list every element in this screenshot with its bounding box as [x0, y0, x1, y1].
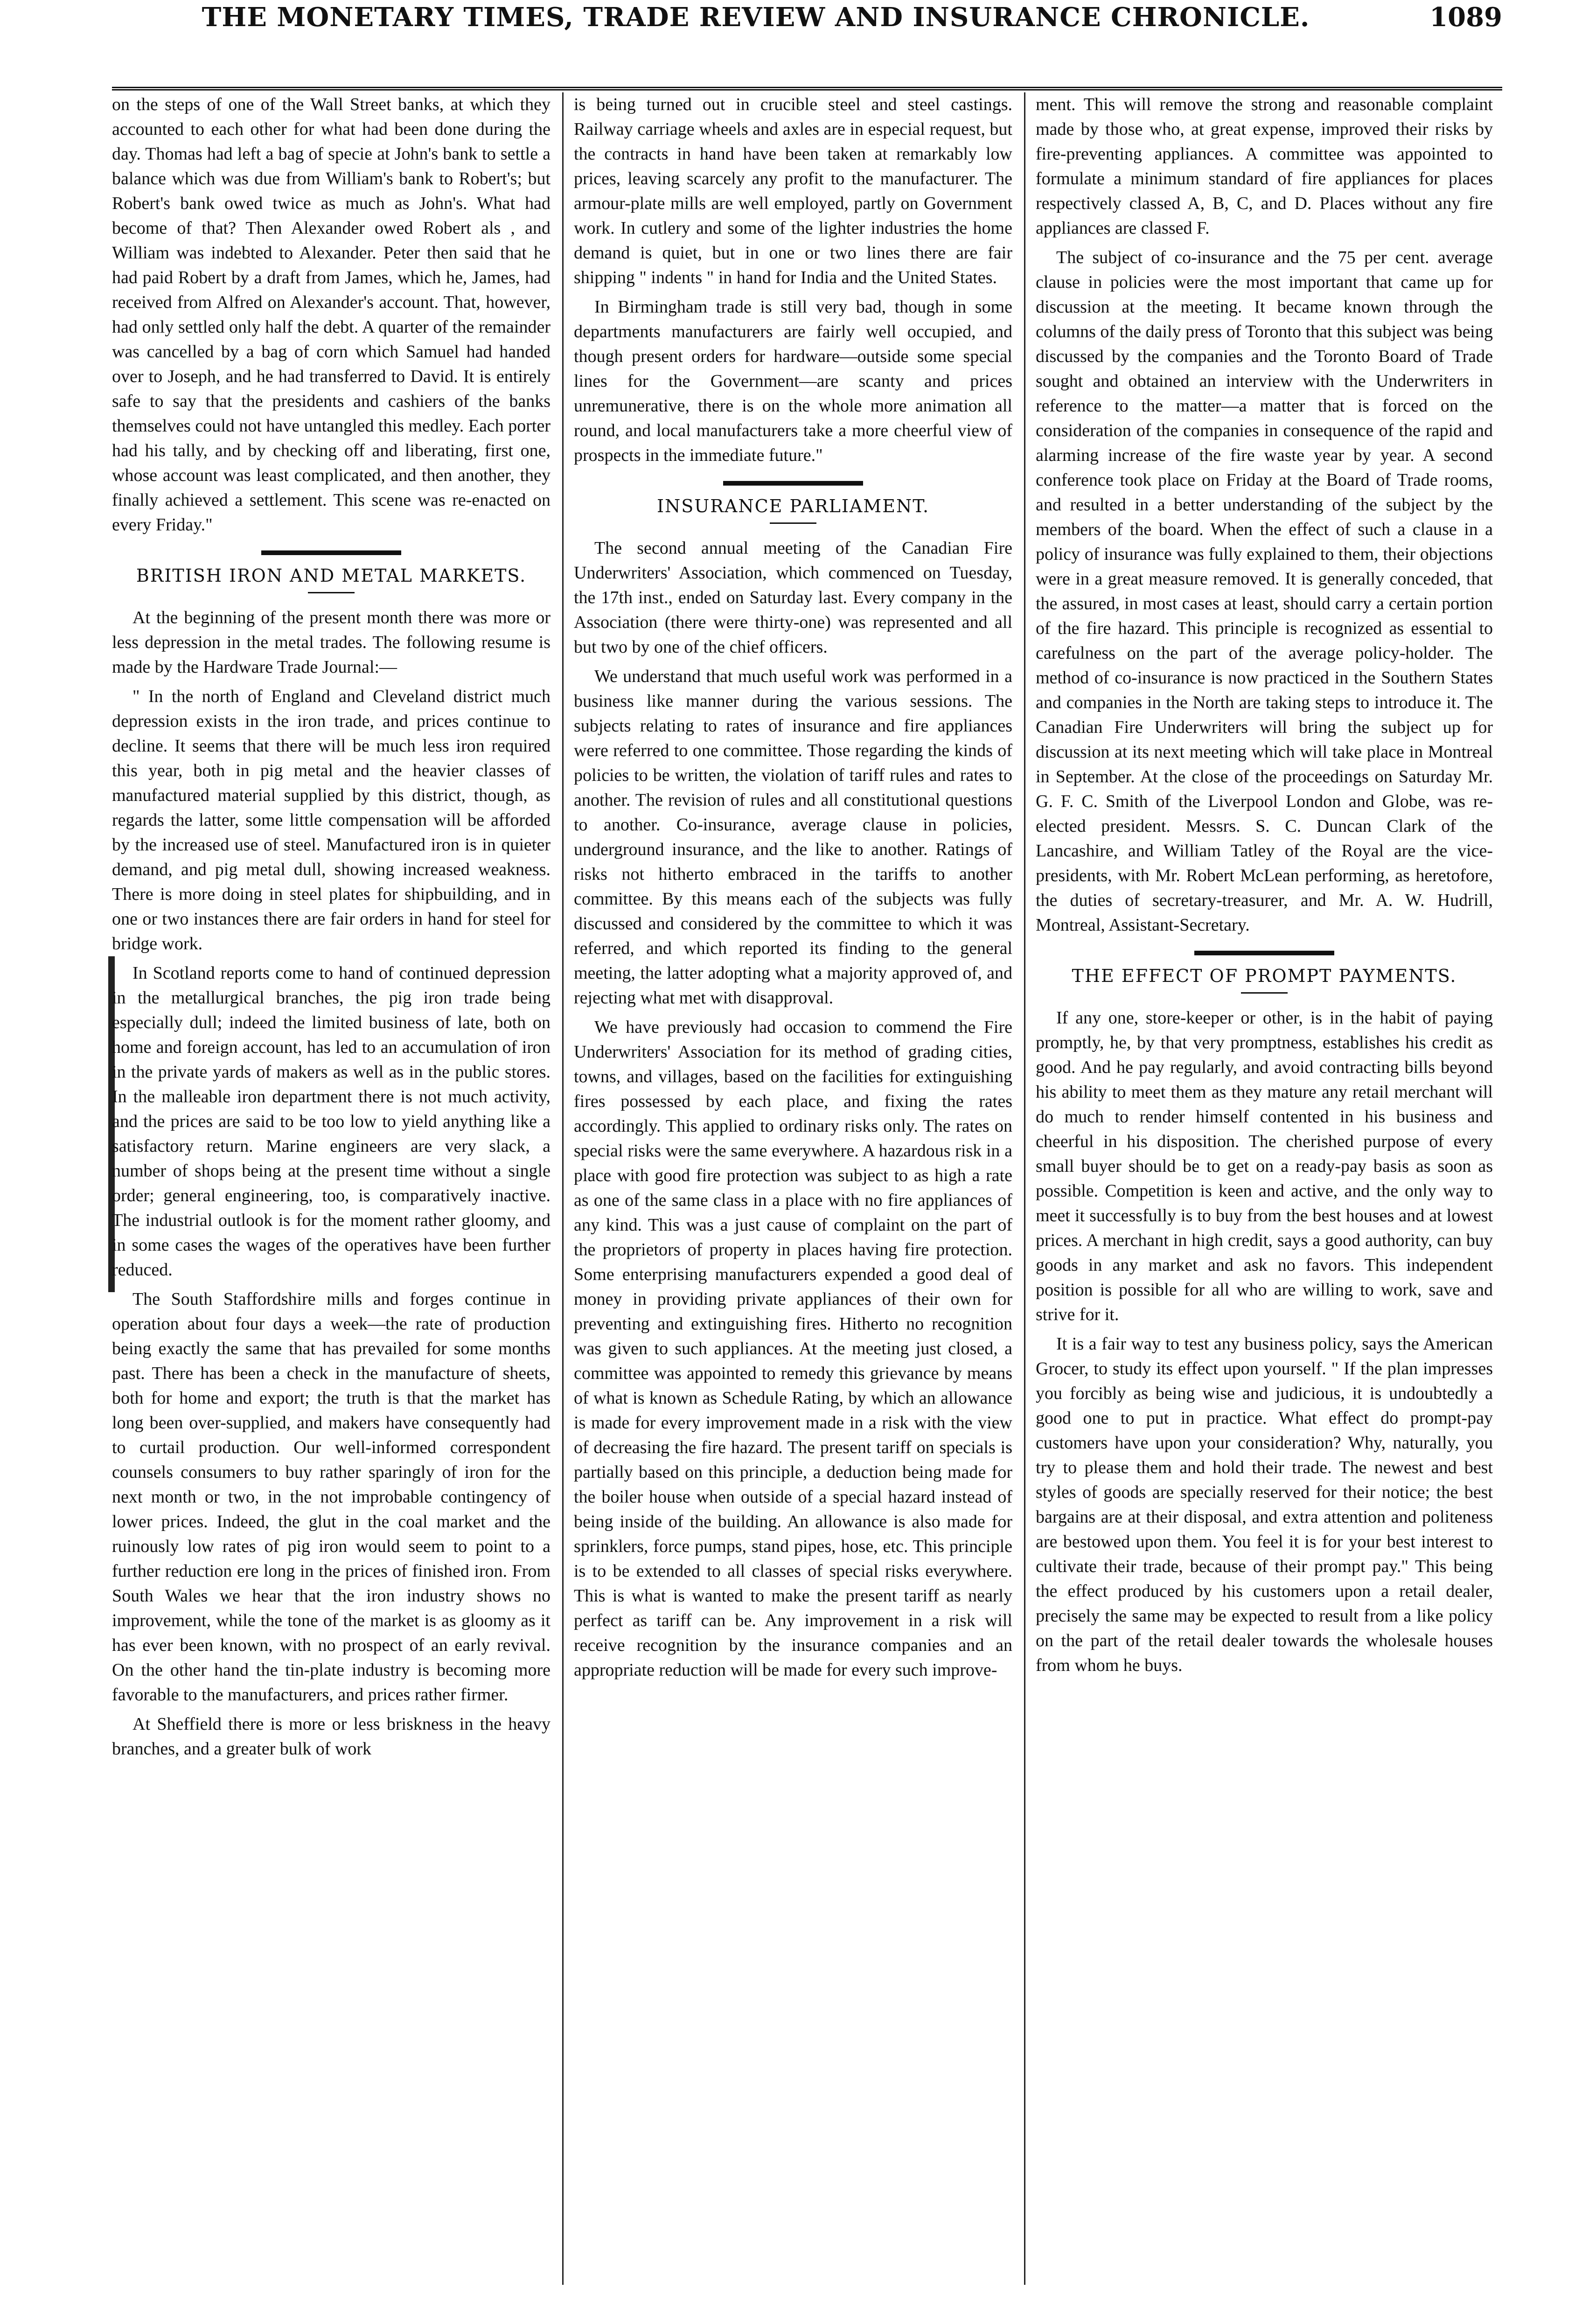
paragraph: If any one, store-keeper or other, is in the habit of paying promptly, he, by that very promptness, establishes his credit as good. And he pay regularly, and avoid contracting bills beyond his ability to meet them as they mature any retail merchant will do much to render himself contented in his business and cheerful in his disposition. The cherished purpose of every small buyer should be to get on a ready-pay basis as soon as possible. Competition is keen and active, and the only way to meet it successfully is to buy from the best houses and at lowest prices. A merchant in high credit, says a good authority, can buy goods in any market and ask no favors. This independent position is possible for all who are willing to work, save and strive for it.: [1036, 1008, 1493, 1324]
paragraph: is being turned out in crucible steel and steel castings. Railway carriage wheels and axles are in especial request, but the contracts in hand have been taken at remarkably low prices, leaving scarcely any profit to the manufacturer. The armour-plate mills are well employed, partly on Government work. In cutlery and some of the lighter industries the home demand is quiet, but in one or two lines there are fair shipping " indents " in hand for India and the United States.: [574, 95, 1012, 287]
section-heading-insurance-parliament: INSURANCE PARLIAMENT.: [656, 496, 930, 516]
column-3: [1036, 92, 1493, 1683]
heading-rule: [770, 522, 816, 524]
section-heading-prompt-payments: THE EFFECT OF PROMPT PAYMENTS.: [1072, 966, 1457, 986]
column-2: [574, 92, 1012, 1687]
paragraph: In Birmingham trade is still very bad, though in some departments manufacturers are fairly well occupied, and though present orders for hardware—outside some special lines for the Government—are scanty and prices unremunerative, there is on the whole more animation all round, and local manufacturers take a more cheerful view of prospects in the immediate future.": [574, 297, 1012, 465]
masthead-title: THE MONETARY TIMES, TRADE REVIEW AND INSURANCE CHRONICLE.: [202, 2, 1310, 33]
section-rule: [723, 481, 863, 486]
paragraph: " In the north of England and Cleveland district much depression exists in the iron trade, and prices continue to decline. It seems that there will be much less iron required this year, both in pig metal and the heavier classes of manufactured material supplied by this district, though, as regards the latter, some little compensation will be afforded by the increased use of steel. Manufactured iron is in quieter demand, and pig metal dull, showing increased weakness. There is more doing in steel plates for shipbuilding, and in one or two instances there are fair orders in hand for steel for bridge work.: [112, 687, 551, 953]
section-rule: [1194, 951, 1334, 955]
heading-rule: [1241, 992, 1288, 994]
paragraph: on the steps of one of the Wall Street banks, at which they accounted to each other for what had been done during the day. Thomas had left a bag of specie at John's bank to settle a balance which was due from William's bank to Robert's; but Robert's bank owed twice as much as John's. What had become of that? Then Alexander owed Robert als , and William was indebted to Alexander. Peter then said that he had paid Robert by a draft from James, which he, James, had received from Alfred on Alexander's account. That, however, had only settled only half the debt. A quarter of the remainder was cancelled by a bag of corn which Samuel had handed over to Joseph, and he had transferred to David. It is entirely safe to say that the presidents and cashiers of the banks themselves could not have untangled this medley. Each porter had his tally, and by checking off and liberating, first one, whose account was least complicated, and then another, they finally achieved a settlement. This scene was re-enacted on every Friday.": [112, 95, 551, 535]
section-rule: [261, 550, 401, 555]
column-rule-1: [562, 92, 564, 2285]
paragraph: The South Staffordshire mills and forges continue in operation about four days a week—the rate of production being exactly the same that has prevailed for some months past. There has been a check in the manufacture of sheets, both for home and export; the truth is that the market has long been over-supplied, and makers have consequently had to curtail production. Our well-informed correspondent counsels consumers to buy rather sparingly of iron for the next month or two, in the not improbable contingency of lower prices. Indeed, the glut in the coal market and the ruinously low rates of pig iron would seem to point to a further reduction ere long in the prices of finished iron. From South Wales we hear that the iron industry shows no improvement, while the tone of the market is as gloomy as it has ever been known, with no prospect of an early revival. On the other hand the tin-plate industry is becoming more favorable to the manufacturers, and prices rather firmer.: [112, 1289, 551, 1705]
paragraph: In Scotland reports come to hand of continued depression in the metallurgical branches, the pig iron trade being especially dull; indeed the limited business of late, both on home and foreign account, has led to an accumulation of iron in the private yards of makers as well as in the public stores. In the malleable iron department there is not much activity, and the prices are said to be too low to yield anything like a satisfactory return. Marine engineers are very slack, a number of shops being at the present time without a single order; general engineering, too, is comparatively inactive. The industrial outlook is for the moment rather gloomy, and in some cases the wages of the operatives have been further reduced.: [112, 963, 551, 1280]
page-number: 1089: [1429, 2, 1502, 33]
paragraph: The subject of co-insurance and the 75 per cent. average clause in policies were the most important that came up for discussion at the meeting. It became known through the columns of the daily press of Toronto that this subject was being discussed by the companies and the Toronto Board of Trade sought and obtained an interview with the Underwriters in reference to the matter—a matter that is forced on the consideration of the companies in consequence of the rapid and alarming increase of the fire waste year by year. A second conference took place on Friday at the Board of Trade rooms, and resulted in a better understanding of the subject by the members of the board. When the effect of such a clause in a policy of insurance was fully explained to them, their objections were in a great measure removed. It is generally conceded, that the assured, in most cases at least, should carry a certain portion of the fire hazard. This principle is recognized as essential to carefulness on the part of the average policy-holder. The method of co-insurance is now practiced in the Southern States and companies in the North are taking steps to introduce it. The Canadian Fire Underwriters will bring the subject up for discussion at its next meeting which will take place in Montreal in September. At the close of the proceedings on Saturday Mr. G. F. C. Smith of the Liverpool London and Globe, was re-elected president. Messrs. S. C. Duncan Clark of the Lancashire, and William Tatley of the Royal are the vice-presidents, with Mr. Robert McLean performing, as heretofore, the duties of secretary-treasurer, and Mr. A. W. Hudrill, Montreal, Assistant-Secretary.: [1036, 248, 1493, 935]
paragraph: It is a fair way to test any business policy, says the American Grocer, to study its effect upon yourself. " If the plan impresses you forcibly as being wise and judicious, it is undoubtedly a good one to put in practice. What effect do prompt-pay customers have upon your consideration? Why, naturally, you try to please them and hold their trade. The newest and best styles of goods are specially reserved for their notice; the best bargains are at their disposal, and extra attention and politeness are bestowed upon them. You feel it is for your best interest to cultivate their trade, because of their prompt pay." This being the effect produced by his customers upon a retail dealer, precisely the same may be expected to result from a like policy on the part of the retail dealer towards the wholesale houses from whom he buys.: [1036, 1334, 1493, 1675]
paragraph: We have previously had occasion to commend the Fire Underwriters' Association for its method of grading cities, towns, and villages, based on the facilities for extinguishing fires possessed by each place, and fixing the rates accordingly. This applied to ordinary risks only. The rates on special risks were the same everywhere. A hazardous risk in a place with good fire protection was subject to as high a rate as one of the same class in a place with no fire appliances of any kind. This was a just cause of complaint on the part of the proprietors of property in places having fire protection. Some enterprising manufacturers expended a good deal of money in providing private appliances of their own for preventing and extinguishing fires. Hitherto no recognition was given to such appliances. At the meeting just closed, a committee was appointed to remedy this grievance by means of what is known as Schedule Rating, by which an allowance is made for every improvement made in a risk with the view of decreasing the fire hazard. The present tariff on specials is partially based on this principle, a deduction being made for the boiler house when outside of a special hazard instead of being inside of the building. An allowance is also made for sprinklers, force pumps, stand pipes, hose, etc. This principle is to be extended to all classes of special risks everywhere. This is what is wanted to make the present tariff as nearly perfect as tariff can be. Any improvement in a risk will receive recognition by the insurance companies and an appropriate reduction will be made for every such improve-: [574, 1017, 1012, 1680]
column-1: [112, 92, 551, 1766]
paragraph: ment. This will remove the strong and reasonable complaint made by those who, at great expense, improved their risks by fire-preventing appliances. A committee was appointed to formulate a minimum standard of fire appliances for places respectively classed A, B, C, and D. Places without any fire appliances are classed F.: [1036, 95, 1493, 238]
masthead-rule: [112, 87, 1502, 90]
paragraph: At Sheffield there is more or less briskness in the heavy branches, and a greater bulk of work: [112, 1714, 551, 1759]
heading-rule: [308, 592, 355, 593]
column-rule-2: [1024, 92, 1025, 2285]
paragraph: At the beginning of the present month there was more or less depression in the metal trades. The following resume is made by the Hardware Trade Journal:—: [112, 608, 551, 677]
section-heading-iron-metal: BRITISH IRON AND METAL MARKETS.: [136, 565, 527, 586]
paragraph: The second annual meeting of the Canadian Fire Underwriters' Association, which commenced on Tuesday, the 17th inst., ended on Saturday last. Every company in the Association (there were thirty-one) was represented and all but two by one of the chief officers.: [574, 538, 1012, 657]
masthead: [112, 0, 1502, 45]
paragraph: We understand that much useful work was performed in a business like manner during the various sessions. The subjects relating to rates of insurance and fire appliances were referred to one committee. Those regarding the kinds of policies to be written, the violation of tariff rules and rates to another. The revision of rules and all constitutional questions to another. Co-insurance, average clause in policies, underground insurance, and the like to another. Ratings of risks not hitherto embraced in the tariffs to another committee. By this means each of the subjects was fully discussed and considered by the committee to which it was referred, and which reported its finding to the general meeting, the latter adopting what a majority approved of, and rejecting what met with disapproval.: [574, 667, 1012, 1008]
